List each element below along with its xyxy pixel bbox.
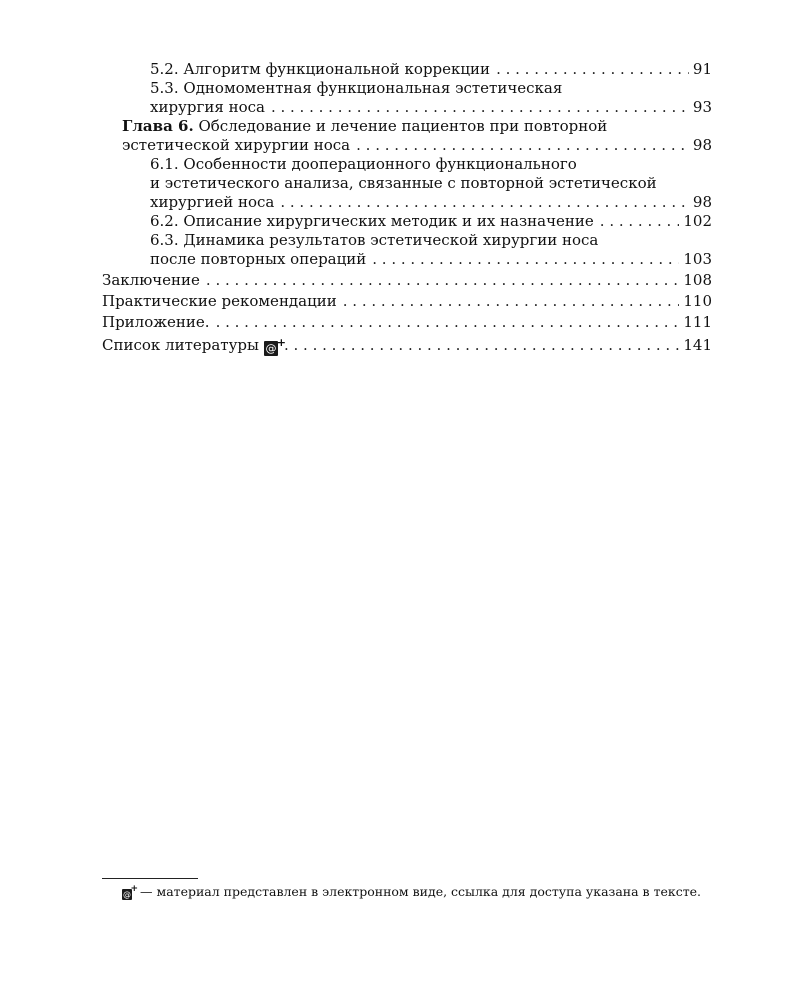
chapter-label: Глава 6. xyxy=(122,117,194,135)
toc-page-number: 110 xyxy=(683,292,712,310)
footnote-separator xyxy=(102,878,198,879)
toc-page-number: 93 xyxy=(692,98,712,116)
toc-page-number: 111 xyxy=(683,313,712,331)
toc-entry-6-3[interactable] xyxy=(102,231,712,269)
toc-page-number: 141 xyxy=(683,336,712,354)
toc-entry-title: Приложение. xyxy=(102,313,210,331)
toc-page-number: 98 xyxy=(692,193,712,211)
footnote-text: — материал представлен в электронном виде, ссылка для доступа указана в тексте. xyxy=(140,884,701,899)
toc-page-number: 91 xyxy=(692,60,712,78)
dot-leader xyxy=(284,336,679,355)
toc-entry-title-continued: после повторных операций xyxy=(150,250,367,268)
toc-entry-title-continued: хирургией носа xyxy=(150,193,275,211)
toc-entry-title: 6.2. Описание хирургических методик и их назначение xyxy=(150,212,594,230)
toc-entry-5-3[interactable] xyxy=(102,79,712,117)
toc-page-number: 102 xyxy=(683,212,712,230)
dot-leader xyxy=(343,292,680,311)
toc-entry-recommendations[interactable] xyxy=(102,292,712,311)
toc-page-number: 108 xyxy=(683,271,712,289)
toc-entry-title: 5.2. Алгоритм функциональной коррекции xyxy=(150,60,491,78)
dot-leader xyxy=(206,271,679,290)
toc-entry-title: Заключение xyxy=(102,271,200,289)
toc-entry-title: 6.1. Особенности дооперационного функционального xyxy=(150,155,577,173)
dot-leader xyxy=(372,250,679,269)
toc-entry-6-1[interactable] xyxy=(102,155,712,212)
toc-entry-appendix[interactable] xyxy=(102,313,712,332)
footnote xyxy=(122,884,701,900)
online-material-icon: @ + xyxy=(123,884,138,899)
toc-entry-chapter-6[interactable] xyxy=(102,117,712,155)
toc-entry-title: 5.3. Одномоментная функциональная эстетическая xyxy=(150,79,563,97)
toc-page-number: 103 xyxy=(683,250,712,268)
toc-entry-5-2[interactable] xyxy=(102,60,712,79)
toc-entry-references[interactable] xyxy=(102,336,712,355)
toc-entry-title-continued: эстетической хирургии носа xyxy=(122,136,351,154)
toc-entry-6-2[interactable] xyxy=(102,212,712,231)
toc-page-number: 98 xyxy=(692,136,712,154)
dot-leader xyxy=(600,212,680,231)
toc-entry-title: Обследование и лечение пациентов при повторной xyxy=(198,117,608,135)
online-material-icon: @ + xyxy=(265,336,286,355)
dot-leader xyxy=(216,313,680,332)
toc-entry-title: Список литературы xyxy=(102,336,259,354)
dot-leader xyxy=(356,136,689,155)
table-of-contents xyxy=(102,60,712,355)
dot-leader xyxy=(280,193,689,212)
toc-entry-title-continued: и эстетического анализа, связанные с повторной эстетической xyxy=(150,174,657,192)
toc-entry-conclusion[interactable] xyxy=(102,271,712,290)
toc-entry-title: 6.3. Динамика результатов эстетической хирургии носа xyxy=(150,231,599,249)
toc-entry-title-continued: хирургия носа xyxy=(150,98,265,116)
dot-leader xyxy=(496,60,689,79)
toc-entry-title: Практические рекомендации xyxy=(102,292,337,310)
dot-leader xyxy=(271,98,689,117)
